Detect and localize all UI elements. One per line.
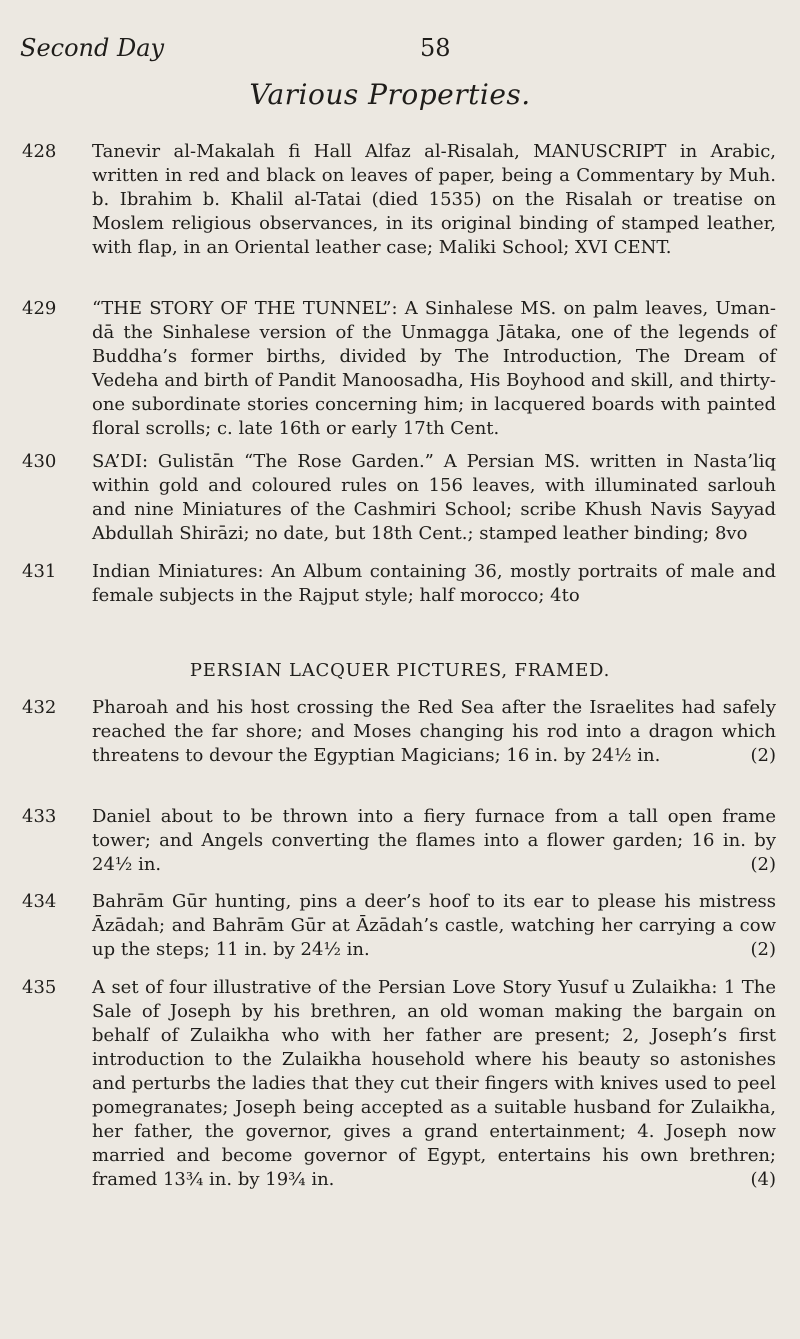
lot-description: “THE STORY OF THE TUNNEL”: A Sinhalese MS. on palm leaves, Uman-dā the Sinhalese version of the Unmagga Jātaka, one of the legends of Buddha’s former births, divided by The Introduction, The Dream of Vedeha and birth of Pandit Manoosadha, His Boyhood and skill, and thirty-one subordinate stories concerning him; in lacquered boards with painted floral scrolls; c. late 16th or early 17th Cent.: [92, 298, 776, 439]
lot-number: 435: [22, 977, 57, 998]
lot-number: 433: [22, 806, 57, 827]
lot-quantity: (2): [750, 745, 776, 766]
page-header: [0, 34, 800, 70]
lot-quantity: (4): [750, 1169, 776, 1190]
lot-description: [92, 890, 776, 962]
lot-number: 432: [22, 697, 57, 718]
running-head: Second Day: [20, 34, 165, 62]
lot-description: [92, 805, 776, 877]
lot-number: 431: [22, 561, 57, 582]
lot-number: 430: [22, 451, 57, 472]
lot-number: 428: [22, 141, 57, 162]
lot-description-text: A set of four illustrative of the Persian Love Story Yusuf u Zulaikha: 1 The Sale of Joseph by his brethren, an old woman making the bargain on behalf of Zulaikha who with her father are present; 2, Joseph’s first introduction to the Zulaikha household where his beauty so astonishes and perturbs the ladies that they cut their fingers with knives used to peel pomegranates; Joseph being accepted as a suitable husband for Zulaikha, her father, the governor, gives a grand entertainment; 4. Joseph now married and become governor of Egypt, entertains his own brethren; framed 13¾ in. by 19¾ in.: [92, 977, 776, 1190]
lot-number: 429: [22, 298, 57, 319]
lot-description: [92, 976, 776, 1192]
lot-quantity: (2): [750, 939, 776, 960]
lot-description-text: Pharoah and his host crossing the Red Sea after the Israelites had safely reached the far shore; and Moses changing his rod into a dragon which threatens to devour the Egyptian Magicians; 16 in. by 24½ in.: [92, 697, 776, 766]
lot-quantity: (2): [750, 854, 776, 875]
subheading: PERSIAN LACQUER PICTURES, FRAMED.: [189, 660, 611, 681]
section-title: [0, 78, 800, 111]
lot-description: SA’DI: Gulistān “The Rose Garden.” A Persian MS. written in Nasta’liq within gold and coloured rules on 156 leaves, with illuminated sarlouh and nine Miniatures of the Cashmiri School; scribe Khush Navis Sayyad Abdullah Shirāzi; no date, but 18th Cent.; stamped leather binding; 8vo: [92, 451, 776, 544]
lot-description-text: Daniel about to be thrown into a fiery furnace from a tall open frame tower; and Angels converting the flames into a flower garden; 16 in. by 24½ in.: [92, 806, 776, 875]
lot-description: Indian Miniatures: An Album containing 36, mostly portraits of male and female subjects in the Rajput style; half morocco; 4to: [92, 561, 776, 606]
section-title-text: Various Properties.: [249, 78, 531, 111]
page-number: 58: [420, 34, 451, 62]
lot-description: [92, 696, 776, 768]
lot-description: Tanevir al-Makalah fi Hall Alfaz al-Risalah, MANUSCRIPT in Arabic, written in red and black on leaves of paper, being a Commentary by Muh. b. Ibrahim b. Khalil al-Tatai (died 1535) on the Risalah or treatise on Moslem religious observances, in its original binding of stamped leather, with flap, in an Oriental leather case; Maliki School; XVI CENT.: [92, 141, 776, 258]
lot-number: 434: [22, 891, 57, 912]
lot-description-text: Bahrām Gūr hunting, pins a deer’s hoof to its ear to please his mistress Āzādah; and Bahrām Gūr at Āzādah’s castle, watching her carrying a cow up the steps; 11 in. by 24½ in.: [92, 891, 776, 960]
